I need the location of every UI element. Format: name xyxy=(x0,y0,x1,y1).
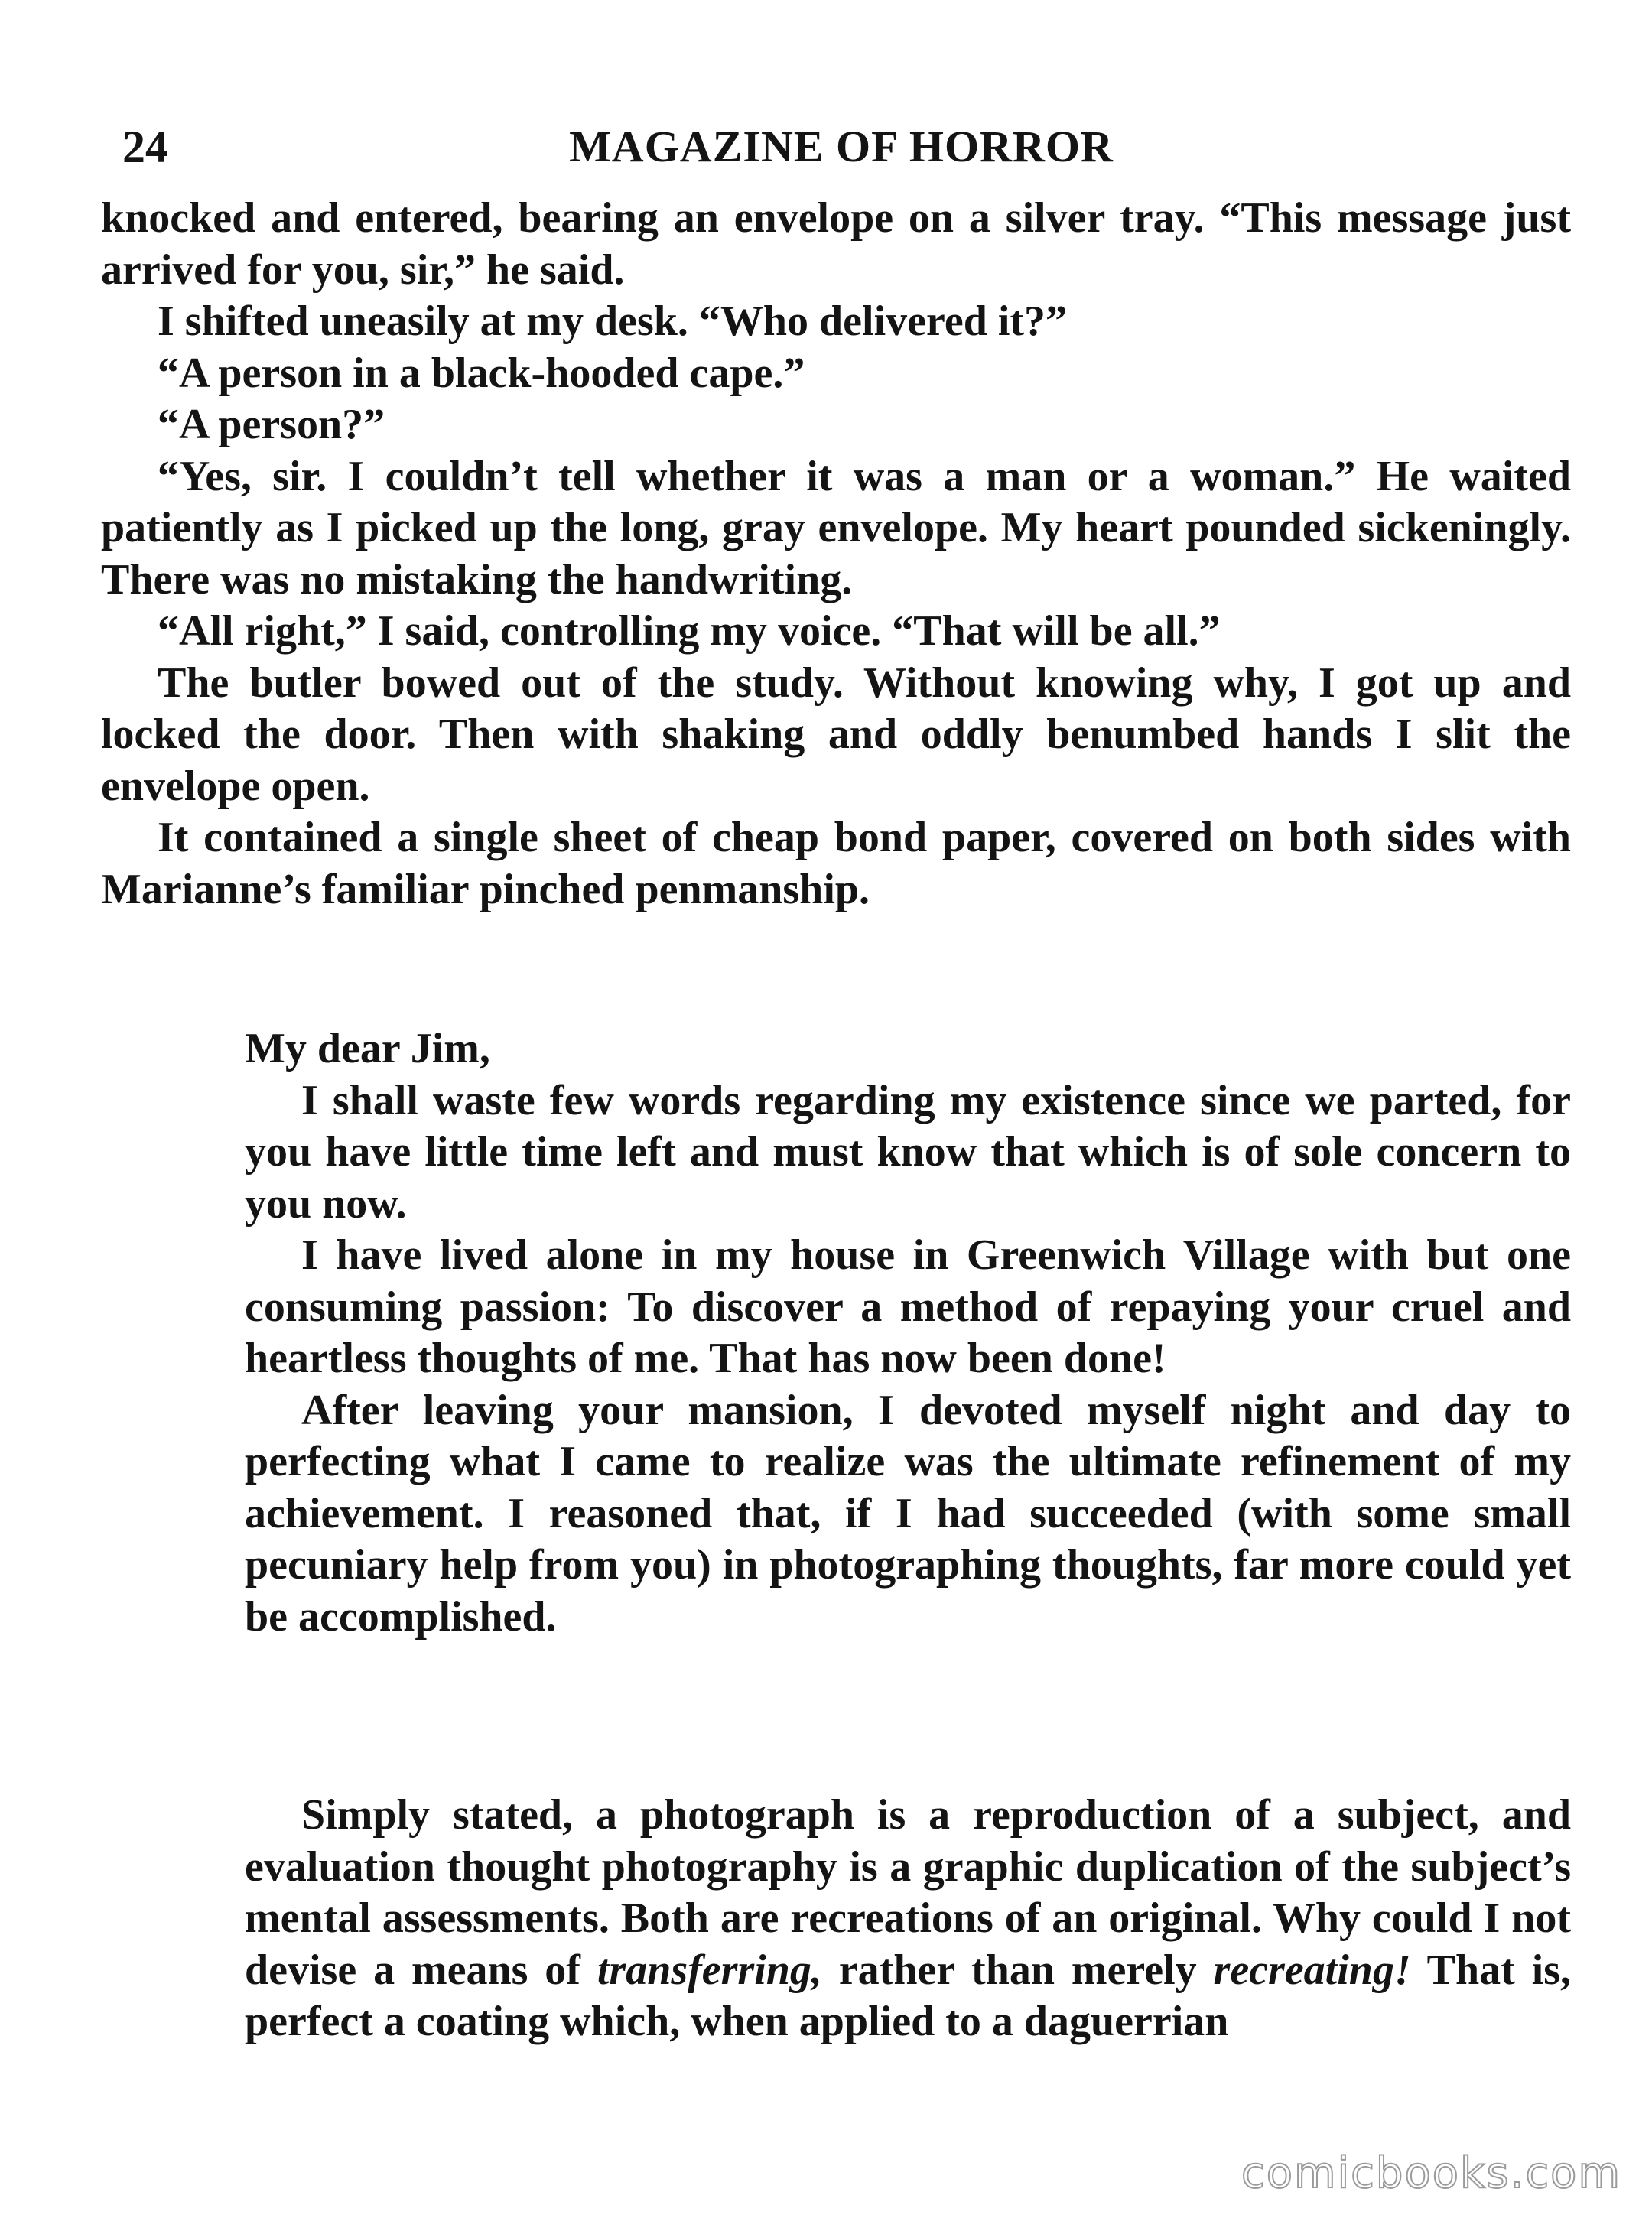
letter-salutation: My dear Jim, xyxy=(245,1025,490,1072)
story-body xyxy=(101,193,1571,915)
page-number: 24 xyxy=(122,122,168,172)
paragraph: “Yes, sir. I couldn’t tell whether it was a man or a woman.” He waited patiently as I picked up the long, gray envelope. My heart pounded sickeningly. There was no mistaking the handwriting. xyxy=(101,452,1571,603)
watermark-text: comicbooks.com xyxy=(1241,2148,1621,2198)
paragraph: “All right,” I said, controlling my voice. “That will be all.” xyxy=(158,607,1221,655)
letter-paragraph xyxy=(245,1790,1571,2048)
letter-text: rather than merely xyxy=(821,1946,1214,1994)
paragraph: “A person in a black-hooded cape.” xyxy=(158,349,805,397)
emphasis-transferring: transferring, xyxy=(597,1946,822,1994)
paragraph: knocked and entered, bearing an envelope on a silver tray. “This message just arrived for you, sir,” he said. xyxy=(101,194,1571,294)
paragraph: I shifted uneasily at my desk. “Who delivered it?” xyxy=(158,298,1068,345)
letter-paragraph: I have lived alone in my house in Greenwich Village with but one consuming passion: To discover a method of repaying your cruel and heartless thoughts of me. That has now been done! xyxy=(245,1231,1571,1382)
letter-text: Simply stated, a photograph is a reproduction of a subject, and evaluation thought photography is a graphic duplication of the subject’s mental assessments. Both are recreations of an original. Why could I not devise a means of xyxy=(245,1791,1571,1994)
letter-block xyxy=(245,1023,1571,1643)
letter-paragraph: After leaving your mansion, I devoted myself night and day to perfecting what I came to realize was the ultimate refinement of my achievement. I reasoned that, if I had succeeded (with some small pecuniary help from you) in photographing thoughts, far more could yet be accomplished. xyxy=(245,1386,1571,1641)
emphasis-recreating: recreating! xyxy=(1213,1946,1411,1994)
letter-paragraph: I shall waste few words regarding my existence since we parted, for you have little time left and must know that which is of sole concern to you now. xyxy=(245,1076,1571,1228)
letter-continuation xyxy=(245,1790,1571,2048)
paragraph: The butler bowed out of the study. Without knowing why, I got up and locked the door. Then with shaking and oddly benumbed hands I slit the envelope open. xyxy=(101,659,1571,810)
paragraph: “A person?” xyxy=(158,401,385,448)
page-header xyxy=(115,116,1568,177)
paragraph: It contained a single sheet of cheap bond paper, covered on both sides with Marianne’s familiar pinched penmanship. xyxy=(101,814,1571,913)
running-title: MAGAZINE OF HORROR xyxy=(569,122,1114,171)
letter-text: That is, perfect a coating which, when applied to a daguerrian xyxy=(245,1946,1572,2045)
